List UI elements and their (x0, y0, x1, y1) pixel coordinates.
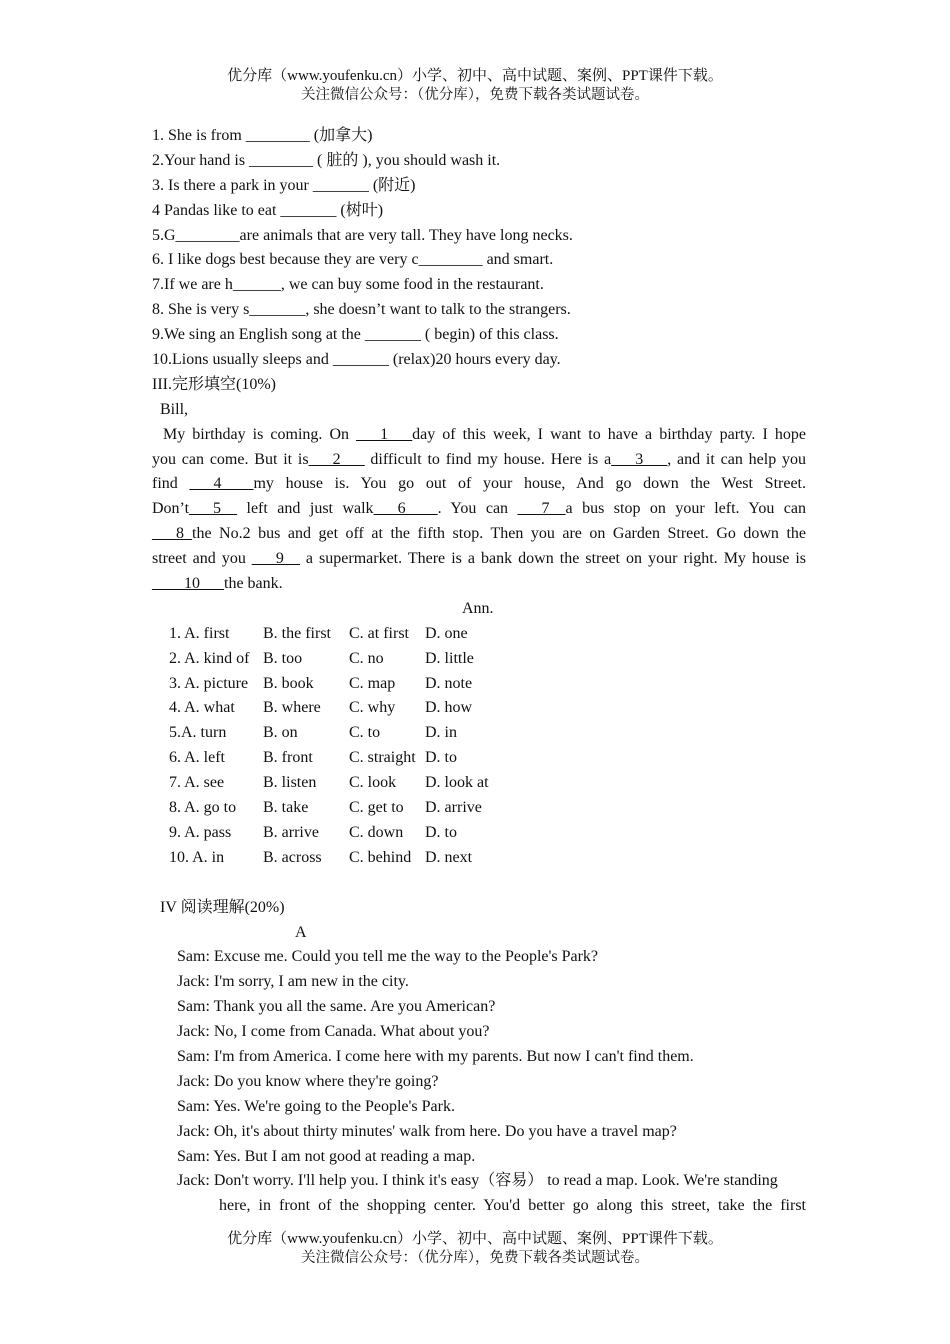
fill-in-question: 9.We sing an English song at the _______ ( begin) of this class. (152, 326, 559, 344)
option-choice: 2. A. kind of (169, 649, 250, 667)
option-choice: 7. A. see (169, 774, 225, 792)
dialogue-line: Sam: Excuse me. Could you tell me the way to the People's Park? (177, 948, 599, 966)
fill-in-question: 3. Is there a park in your _______ (附近) (152, 176, 416, 194)
header-line-1: 优分库（www.youfenku.cn）小学、初中、高中试题、案例、PPT课件下载。 (227, 68, 723, 84)
option-choice: D. look at (425, 774, 489, 792)
option-choice: C. down (349, 823, 404, 841)
option-choice: 5.A. turn (169, 724, 227, 742)
option-choice: B. where (263, 699, 321, 717)
dialogue-line: Jack: Don't worry. I'll help you. I think it's easy（容易） to read a map. Look. We're standing (177, 1172, 778, 1190)
letter-line: ____10___the bank. (152, 575, 283, 593)
option-row (169, 721, 806, 746)
option-choice: 1. A. first (169, 624, 230, 642)
header-line-2: 关注微信公众号：（优分库），免费下载各类试题试卷。 (301, 87, 649, 103)
option-choice: D. to (425, 823, 457, 841)
fill-in-section (152, 124, 806, 373)
fill-in-question: 5.G________are animals that are very tall. They have long necks. (152, 226, 573, 244)
letter-line: ___8_the No.2 bus and get off at the fifth stop. Then you are on Garden Street. Go down the (152, 525, 806, 543)
option-choice: 9. A. pass (169, 823, 232, 841)
option-choice: C. at first (349, 624, 409, 642)
option-choice: B. arrive (263, 823, 319, 841)
option-row (169, 672, 806, 697)
option-choice: C. straight (349, 749, 416, 767)
option-choice: 8. A. go to (169, 799, 237, 817)
option-choice: D. little (425, 649, 474, 667)
footer-line-1: 优分库（www.youfenku.cn）小学、初中、高中试题、案例、PPT课件下载。 (227, 1231, 723, 1247)
option-choice: B. the first (263, 624, 331, 642)
dialogue-line: Sam: Yes. But I am not good at reading a map. (177, 1147, 476, 1165)
option-row (169, 846, 806, 871)
fill-in-question: 1. She is from ________ (加拿大) (152, 127, 373, 144)
option-choice: C. why (349, 699, 396, 717)
dialogue-line: Sam: Thank you all the same. Are you American? (177, 998, 496, 1016)
option-choice: 4. A. what (169, 699, 235, 717)
option-row (169, 622, 806, 647)
cloze-heading: III.完形填空(10%) (152, 375, 276, 393)
fill-in-question: 8. She is very s_______, she doesn’t want to talk to the strangers. (152, 301, 571, 319)
option-choice: B. listen (263, 774, 317, 792)
option-row (169, 746, 806, 771)
option-choice: 10. A. in (169, 848, 225, 866)
blank-line (152, 871, 806, 896)
option-row (169, 696, 806, 721)
option-choice: C. no (349, 649, 384, 667)
option-choice: B. on (263, 724, 298, 742)
passage-label: A (295, 923, 307, 941)
option-choice: C. map (349, 674, 396, 692)
letter-body (152, 423, 806, 597)
dialogue-line: Jack: Oh, it's about thirty minutes' walk from here. Do you have a travel map? (177, 1122, 677, 1140)
dialogue-line: Sam: Yes. We're going to the People's Park. (177, 1097, 455, 1115)
dialogue-line: Jack: No, I come from Canada. What about you? (177, 1023, 490, 1041)
option-choice: D. in (425, 724, 457, 742)
option-choice: C. to (349, 724, 381, 742)
option-choice: B. across (263, 848, 322, 866)
fill-in-question: 10.Lions usually sleeps and _______ (relax)20 hours every day. (152, 351, 561, 369)
option-choice: B. front (263, 749, 313, 767)
option-choice: D. to (425, 749, 457, 767)
fill-in-question: 2.Your hand is ________ ( 脏的 ), you should wash it. (152, 151, 501, 169)
option-choice: D. note (425, 674, 473, 692)
cloze-options (152, 622, 806, 871)
footer-line-2: 关注微信公众号：（优分库），免费下载各类试题试卷。 (301, 1250, 649, 1266)
option-choice: C. behind (349, 848, 412, 866)
option-row (169, 821, 806, 846)
option-choice: B. book (263, 674, 314, 692)
dialogue (152, 945, 806, 1169)
option-row (169, 647, 806, 672)
option-choice: D. one (425, 624, 468, 642)
option-row (169, 796, 806, 821)
letter-line: Don’t___5__ left and just walk___6____. You can ___7__a bus stop on your left. You can (152, 500, 807, 518)
option-choice: C. get to (349, 799, 404, 817)
dialogue-line: Jack: I'm sorry, I am new in the city. (177, 973, 409, 991)
fill-in-question: 7.If we are h______, we can buy some food in the restaurant. (152, 276, 544, 294)
option-choice: C. look (349, 774, 397, 792)
option-choice: B. too (263, 649, 303, 667)
fill-in-question: 4 Pandas like to eat _______ (树叶) (152, 201, 384, 219)
dialogue-line: Sam: I'm from America. I come here with my parents. But now I can't find them. (177, 1047, 694, 1065)
option-choice: D. arrive (425, 799, 482, 817)
option-choice: 6. A. left (169, 749, 225, 767)
letter-signature: Ann. (462, 599, 494, 617)
fill-in-question: 6. I like dogs best because they are very c________ and smart. (152, 251, 554, 269)
option-choice: D. next (425, 848, 473, 866)
dialogue-line: here, in front of the shopping center. You'd better go along this street, take the first (219, 1197, 806, 1215)
letter-greeting: Bill, (160, 400, 189, 418)
letter-line: My birthday is coming. On ___1___day of this week, I want to have a birthday party. I hope (163, 425, 806, 443)
page-footer (0, 1230, 950, 1268)
exam-content (152, 124, 806, 1219)
option-row (169, 771, 806, 796)
option-choice: D. how (425, 699, 473, 717)
page-header (0, 67, 950, 105)
option-choice: B. take (263, 799, 309, 817)
option-choice: 3. A. picture (169, 674, 249, 692)
letter-line: find ___4____my house is. You go out of your house, And go down the West Street. (152, 475, 806, 493)
letter-line: you can come. But it is___2___ difficult to find my house. Here is a___3___, and it can help you (152, 450, 807, 468)
letter-line: street and you ___9__ a supermarket. There is a bank down the street on your right. My house is (152, 550, 806, 568)
reading-heading: IV 阅读理解(20%) (160, 898, 285, 916)
dialogue-line: Jack: Do you know where they're going? (177, 1072, 439, 1090)
